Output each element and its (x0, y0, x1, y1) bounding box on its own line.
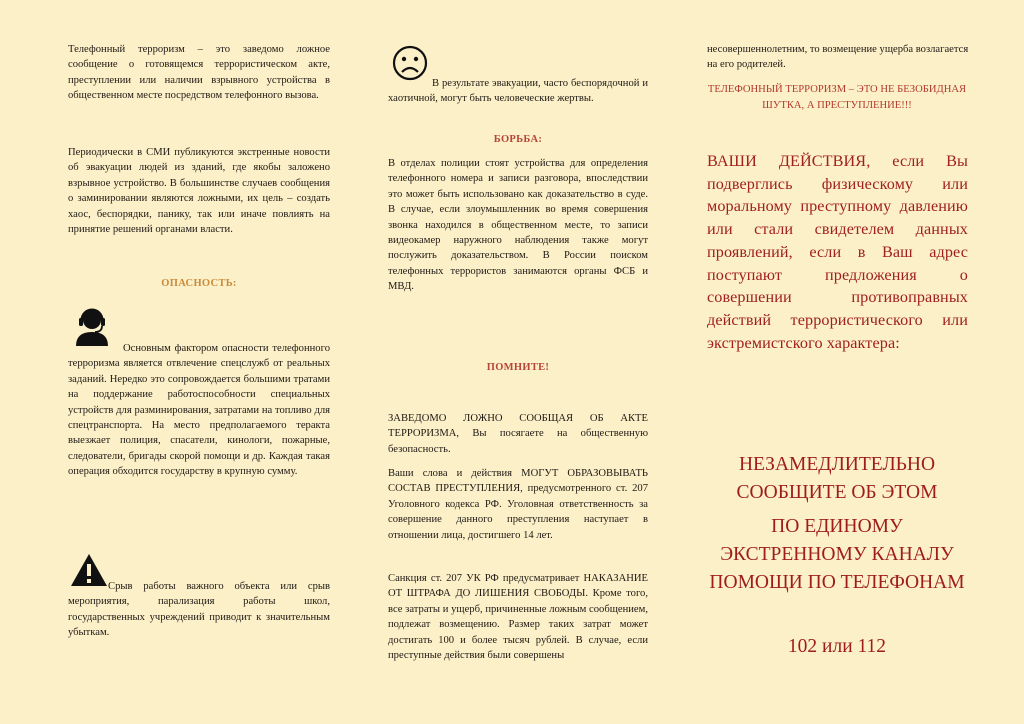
sanction-paragraph: Санкция ст. 207 УК РФ предусматривает НАКАЗАНИЕ ОТ ШТРАФА ДО ЛИШЕНИЯ СВОБОДЫ. Кроме того, все затраты и ущерб, причиненные ложным сообщением, подлежат возмещению. Размер таких затрат может достигать 100 и более тысяч рублей. В случае, если преступные действия были совершены (388, 573, 648, 662)
evacuation-paragraph: В результате эвакуации, часто беспорядочной и хаотичной, могут быть человеческие жертвы. (388, 78, 648, 105)
false-report-paragraph: ЗАВЕДОМО ЛОЖНО СООБЩАЯ ОБ АКТЕ ТЕРРОРИЗМА, Вы посягаете на общественную безопасность. (388, 413, 648, 455)
phone-numbers: 102 или 112 (787, 636, 887, 657)
intro-paragraph: Телефонный терроризм – это заведомо ложное сообщение о готовящемся террористическом акте, преступлении или наличии взрывного устройства в общественном месте посредством телефонного вызова. (68, 44, 330, 102)
emergency-channel-text: ПО ЕДИНОМУ ЭКСТРЕННОМУ КАНАЛУ ПОМОЩИ ПО ТЕЛЕФОНАМ (709, 516, 965, 593)
column-right (702, 0, 972, 724)
media-paragraph: Периодически в СМИ публикуются экстренные новости об эвакуации людей из зданий, где якобы заложено взрывное устройство. В большинстве случаев сообщения о заминировании являются ложными, их цель – создать хаос, беспорядки, панику, так или иначе повлиять на принятие решений органами власти. (68, 147, 330, 236)
words-actions-paragraph: Ваши слова и действия МОГУТ ОБРАЗОВЫВАТЬ СОСТАВ ПРЕСТУПЛЕНИЯ, предусмотренного ст. 207 Уголовного кодекса РФ. Уголовная ответственность за совершение данного преступления наступает в отношении лица, достигшего 14 лет. (388, 468, 648, 541)
warning-text: ТЕЛЕФОННЫЙ ТЕРРОРИЗМ – ЭТО НЕ БЕЗОБИДНАЯ ШУТКА, А ПРЕСТУПЛЕНИЕ!!! (707, 84, 967, 111)
report-immediately-text: НЕЗАМЕДЛИТЕЛЬНО СООБЩИТЕ ОБ ЭТОМ (736, 454, 938, 503)
column-left (68, 0, 330, 724)
main-factor-paragraph: Основным фактором опасности телефонного терроризма является отвлечение спецслужб от реальных заданий. Нередко это сопровождается большими тратами на поддержание работоспособности специальных устройств для разминирования, затратами на топливо для спецтранспорта. На место предполагаемого теракта выезжает полиция, спасатели, кинологи, пожарные, следователи, бригады скорой помощи и др. Каждая такая операция обходится государству в крупную сумму. (68, 343, 330, 478)
fight-paragraph: В отделах полиции стоят устройства для определения телефонного номера и записи разговора, впоследствии это может быть использовано как доказательство в суде. В случае, если злоумышленник во время совершения звонка находился в общественном месте, то записи видеокамер наружного наблюдения также могут послужить доказательством. В России поиском телефонных террористов занимаются органы ФСБ и МВД. (388, 158, 648, 293)
continuation-paragraph: несовершеннолетним, то возмещение ущерба возлагается на его родителей. (707, 44, 969, 71)
operator-icon (74, 306, 110, 346)
disruption-paragraph: Срыв работы важного объекта или срыв мероприятия, парализация работы школ, государственных учреждений приводит к значительным убыткам. (68, 581, 330, 639)
actions-text: ВАШИ ДЕЙСТВИЯ, если Вы подверглись физическому или моральному преступному давлению или стали свидетелем данных проявлений, если в Ваш адрес поступают предложения о совершении противоправных действий террористического или экстремистского характера: (707, 152, 968, 352)
remember-heading: ПОМНИТЕ! (486, 362, 550, 373)
fight-heading: БОРЬБА: (493, 134, 543, 145)
column-middle (388, 0, 648, 724)
danger-heading: ОПАСНОСТЬ: (161, 278, 237, 289)
